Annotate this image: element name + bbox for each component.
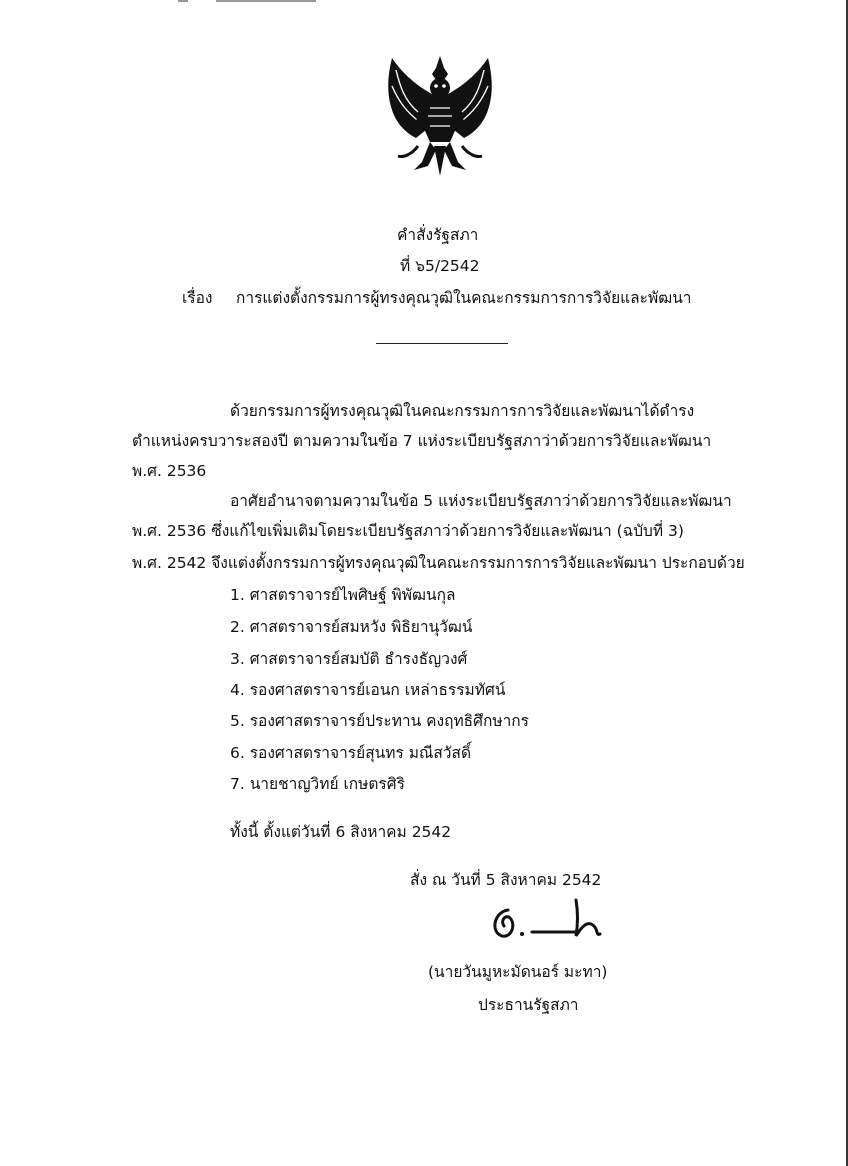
member-item: 3. ศาสตราจารย์สมบัติ ธำรงธัญวงศ์ — [230, 650, 468, 668]
subject-label: เรื่อง — [182, 289, 213, 307]
signer-title: ประธานรัฐสภา — [478, 996, 579, 1014]
document-type: คำสั่งรัฐสภา — [397, 226, 479, 244]
title-divider — [376, 343, 508, 344]
signer-name: (นายวันมูหะมัดนอร์ มะทา) — [428, 963, 608, 981]
effective-date: ทั้งนี้ ตั้งแต่วันที่ 6 สิงหาคม 2542 — [230, 823, 452, 841]
member-item: 5. รองศาสตราจารย์ประทาน คงฤทธิศึกษากร — [230, 712, 529, 730]
para2-line3: พ.ศ. 2542 จึงแต่งตั้งกรรมการผู้ทรงคุณวุฒิในคณะกรรมการการวิจัยและพัฒนา ประกอบด้วย — [132, 554, 745, 572]
document-number: ที่ ๖5/2542 — [400, 257, 480, 275]
para1-line3: พ.ศ. 2536 — [132, 462, 207, 480]
order-date: สั่ง ณ วันที่ 5 สิงหาคม 2542 — [410, 871, 602, 889]
scan-artifact — [216, 0, 316, 2]
member-item: 4. รองศาสตราจารย์เอนก เหล่าธรรมทัศน์ — [230, 681, 506, 699]
member-item: 2. ศาสตราจารย์สมหวัง พิธิยานุวัฒน์ — [230, 618, 473, 636]
member-item: 7. นายชาญวิทย์ เกษตรศิริ — [230, 775, 405, 793]
handwritten-signature-icon — [486, 896, 606, 944]
member-item: 1. ศาสตราจารย์ไพศิษฐ์ พิพัฒนกุล — [230, 586, 456, 604]
para1-line2: ตำแหน่งครบวาระสองปี ตามความในข้อ 7 แห่งระเบียบรัฐสภาว่าด้วยการวิจัยและพัฒนา — [132, 432, 712, 450]
para1-line1: ด้วยกรรมการผู้ทรงคุณวุฒิในคณะกรรมการการวิจัยและพัฒนาได้ดำรง — [230, 402, 695, 420]
member-item: 6. รองศาสตราจารย์สุนทร มณีสวัสดิ์ — [230, 744, 472, 762]
garuda-emblem-icon — [378, 50, 502, 180]
para2-line1: อาศัยอำนาจตามความในข้อ 5 แห่งระเบียบรัฐสภาว่าด้วยการวิจัยและพัฒนา — [230, 492, 732, 510]
para2-line2: พ.ศ. 2536 ซึ่งแก้ไขเพิ่มเติมโดยระเบียบรัฐสภาว่าด้วยการวิจัยและพัฒนา (ฉบับที่ 3) — [132, 522, 684, 540]
scan-artifact — [178, 0, 188, 2]
subject-text: การแต่งตั้งกรรมการผู้ทรงคุณวุฒิในคณะกรรมการการวิจัยและพัฒนา — [236, 289, 692, 307]
